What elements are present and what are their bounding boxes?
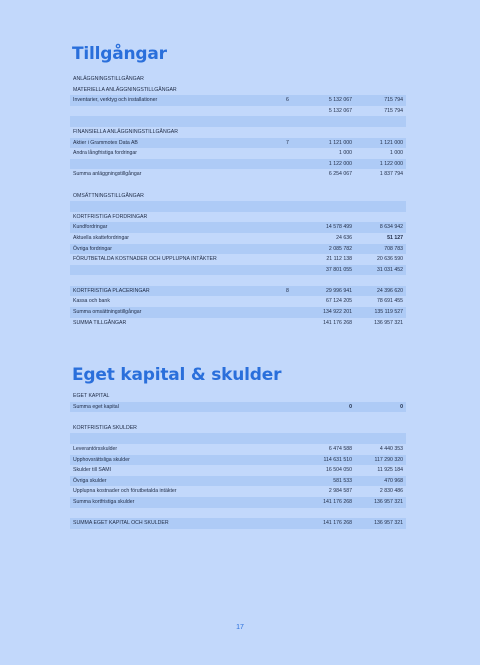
table-row <box>70 265 406 276</box>
row-value-current: 1 122 000 <box>328 160 352 167</box>
row-value-current: 24 636 <box>336 234 352 241</box>
row-label: Övriga skulder <box>73 477 107 484</box>
row-value-previous: 4 440 353 <box>379 445 403 452</box>
row-value-previous: 1 837 794 <box>379 171 403 178</box>
row-value-previous: 24 396 620 <box>377 287 403 294</box>
row-value-current: 0 <box>349 403 352 410</box>
row-label: MATERIELLA ANLÄGGNINGSTILLGÅNGAR <box>73 86 177 93</box>
row-value-previous: 78 691 455 <box>377 298 403 305</box>
row-label: Summa kortfristiga skulder <box>73 498 135 505</box>
row-value-current: 21 112 138 <box>326 256 352 263</box>
table-row <box>70 465 406 476</box>
row-value-previous: 470 968 <box>384 477 403 484</box>
table-row <box>70 497 406 508</box>
table-row <box>70 307 406 318</box>
table-row <box>70 138 406 149</box>
row-value-current: 6 474 588 <box>328 445 352 452</box>
row-note: 8 <box>286 287 289 294</box>
row-label: Summa omsättningstillgångar <box>73 309 142 316</box>
table-row <box>70 391 406 402</box>
table-row <box>70 191 406 202</box>
table-row <box>70 233 406 244</box>
row-value-current: 2 085 782 <box>328 245 352 252</box>
spacer-row <box>70 201 406 212</box>
row-label: SUMMA EGET KAPITAL OCH SKULDER <box>73 520 169 527</box>
row-value-current: 5 132 067 <box>328 97 352 104</box>
table-row <box>70 486 406 497</box>
table-row <box>70 518 406 529</box>
row-label: Andra långfristiga fordringar <box>73 150 138 157</box>
assets-heading: Tillgångar <box>72 44 167 64</box>
row-label: SUMMA TILLGÅNGAR <box>73 319 127 326</box>
row-value-current: 37 801 055 <box>326 266 352 273</box>
row-label: KORTFRISTIGA PLACERINGAR <box>73 287 150 294</box>
row-value-previous: 31 031 452 <box>377 266 403 273</box>
row-label: Summa anläggningstillgångar <box>73 171 142 178</box>
table-row <box>70 402 406 413</box>
table-row <box>70 159 406 170</box>
row-value-current: 141 176 268 <box>323 498 352 505</box>
row-value-previous: 715 794 <box>384 97 403 104</box>
row-label: Inventarier, verktyg och installationer <box>73 97 158 104</box>
liabilities-table <box>70 391 406 529</box>
table-row <box>70 286 406 297</box>
table-row <box>70 444 406 455</box>
row-value-current: 2 984 587 <box>328 488 352 495</box>
row-value-previous: 1 122 000 <box>379 160 403 167</box>
row-value-previous: 708 783 <box>384 245 403 252</box>
row-value-current: 14 578 499 <box>326 224 352 231</box>
row-value-previous: 136 957 321 <box>374 498 403 505</box>
row-label: OMSÄTTNINGSTILLGÅNGAR <box>73 192 144 199</box>
row-value-current: 134 922 201 <box>323 309 352 316</box>
table-row <box>70 423 406 434</box>
row-value-current: 5 132 067 <box>328 107 352 114</box>
row-value-previous: 51 127 <box>387 234 403 241</box>
spacer-row <box>70 508 406 519</box>
row-label: Upphovsrättsliga skulder <box>73 456 130 463</box>
liabilities-heading: Eget kapital & skulder <box>72 365 282 385</box>
spacer-row <box>70 433 406 444</box>
row-label: Aktuella skattefordringar <box>73 234 129 241</box>
row-value-current: 114 631 510 <box>323 456 352 463</box>
row-value-previous: 1 121 000 <box>379 139 403 146</box>
row-label: Övriga fordringar <box>73 245 112 252</box>
row-label: FINANSIELLA ANLÄGGNINGSTILLGÅNGAR <box>73 128 178 135</box>
table-row <box>70 244 406 255</box>
row-label: Leverantörsskulder <box>73 445 118 452</box>
spacer-row <box>70 412 406 423</box>
table-row <box>70 222 406 233</box>
row-value-previous: 715 794 <box>384 107 403 114</box>
spacer-row <box>70 180 406 191</box>
row-value-current: 1 000 <box>339 150 352 157</box>
row-note: 7 <box>286 139 289 146</box>
row-value-previous: 8 634 942 <box>379 224 403 231</box>
row-label: Kassa och bank <box>73 298 110 305</box>
table-row <box>70 318 406 329</box>
table-row <box>70 169 406 180</box>
row-value-current: 67 124 205 <box>326 298 352 305</box>
table-row <box>70 127 406 138</box>
row-label: Upplupna kostnader och förutbetalda intäkter <box>73 488 177 495</box>
table-row <box>70 85 406 96</box>
row-value-previous: 135 119 527 <box>374 309 403 316</box>
table-row <box>70 106 406 117</box>
row-value-previous: 20 636 590 <box>377 256 403 263</box>
row-label: Summa eget kapital <box>73 403 119 410</box>
row-value-current: 6 254 067 <box>328 171 352 178</box>
row-value-current: 141 176 268 <box>323 520 352 527</box>
row-value-previous: 136 957 321 <box>374 520 403 527</box>
row-value-previous: 11 925 184 <box>377 467 403 474</box>
table-row <box>70 476 406 487</box>
row-value-current: 29 996 941 <box>326 287 352 294</box>
page-number: 17 <box>236 624 244 631</box>
row-value-previous: 2 830 486 <box>379 488 403 495</box>
row-value-previous: 0 <box>400 403 403 410</box>
row-value-current: 141 176 268 <box>323 319 352 326</box>
spacer-row <box>70 275 406 286</box>
row-label: Kundfordringar <box>73 224 108 231</box>
row-value-previous: 136 957 321 <box>374 319 403 326</box>
table-row <box>70 455 406 466</box>
table-row <box>70 296 406 307</box>
table-row <box>70 148 406 159</box>
table-row <box>70 212 406 223</box>
row-label: KORTFRISTIGA SKULDER <box>73 424 137 431</box>
row-label: EGET KAPITAL <box>73 393 110 399</box>
spacer-row <box>70 116 406 127</box>
row-value-current: 1 121 000 <box>328 139 352 146</box>
row-label: KORTFRISTIGA FORDRINGAR <box>73 213 148 220</box>
table-row <box>70 74 406 85</box>
row-label: FÖRUTBETALDA KOSTNADER OCH UPPLUPNA INTÄKTER <box>73 256 217 263</box>
row-label: Skulder till SAMI <box>73 467 112 474</box>
row-value-previous: 117 290 320 <box>374 456 403 463</box>
assets-table <box>70 74 406 328</box>
table-row <box>70 95 406 106</box>
row-label: Aktier i Grammotex Data AB <box>73 139 138 146</box>
row-value-previous: 1 000 <box>390 150 403 157</box>
row-label: ANLÄGGNINGSTILLGÅNGAR <box>73 76 144 82</box>
row-value-current: 581 533 <box>333 477 352 484</box>
row-value-current: 16 504 050 <box>326 467 352 474</box>
table-row <box>70 254 406 265</box>
row-note: 6 <box>286 97 289 104</box>
